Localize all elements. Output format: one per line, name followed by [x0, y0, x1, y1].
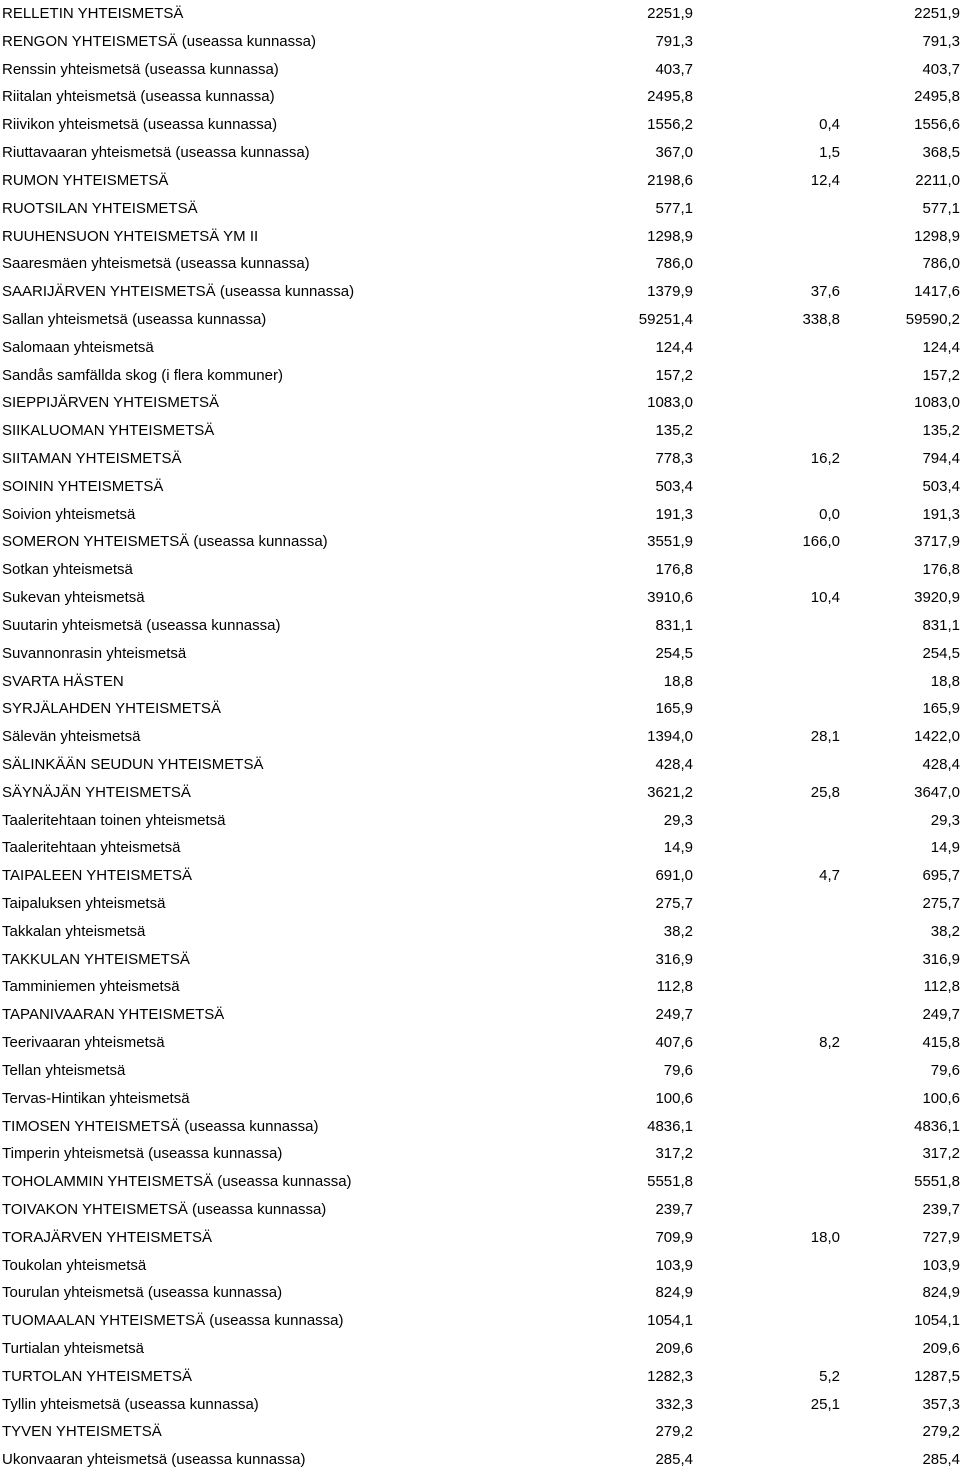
row-name: RELLETIN YHTEISMETSÄ: [2, 5, 184, 22]
row-value-total: 275,7: [922, 895, 960, 912]
table-row: [0, 1335, 960, 1363]
row-value-a: 332,3: [655, 1395, 693, 1413]
row-value-a: 124,4: [655, 338, 693, 356]
row-value-total: 14,9: [930, 839, 960, 857]
row-value-a: 428,4: [655, 755, 693, 773]
row-value-total: 191,3: [922, 505, 960, 523]
table-row: [0, 946, 960, 974]
row-value-total: 824,9: [922, 1284, 960, 1302]
row-value-b: 16,2: [810, 450, 840, 467]
table-row: [0, 473, 960, 501]
row-value-b: 0,0: [819, 505, 840, 523]
row-value-total: 577,1: [922, 199, 960, 217]
table-row: [0, 668, 960, 696]
table-row: [0, 1057, 960, 1085]
row-value-a: 403,7: [655, 60, 693, 78]
table-row: [0, 1252, 960, 1280]
row-name: Tyllin yhteismetsä (useassa kunnassa): [2, 1395, 259, 1413]
table-row: [0, 834, 960, 862]
table-row: [0, 417, 960, 445]
row-value-total: 403,7: [922, 60, 960, 78]
table-row: [0, 640, 960, 668]
row-value-a: 239,7: [655, 1200, 693, 1218]
row-value-a: 691,0: [655, 867, 693, 885]
row-value-total: 1298,9: [914, 227, 960, 245]
table-row: [0, 807, 960, 835]
table-row: [0, 556, 960, 584]
row-value-total: 1556,6: [914, 116, 960, 134]
row-value-total: 157,2: [922, 366, 960, 384]
row-value-total: 727,9: [922, 1228, 960, 1246]
row-name: RUUHENSUON YHTEISMETSÄ YM II: [2, 227, 259, 245]
row-value-a: 317,2: [655, 1145, 693, 1163]
row-value-total: 100,6: [922, 1089, 960, 1107]
row-name: Sallan yhteismetsä (useassa kunnassa): [2, 310, 267, 328]
row-name: SÄLINKÄÄN SEUDUN YHTEISMETSÄ: [2, 755, 264, 773]
row-value-a: 79,6: [663, 1061, 693, 1079]
row-value-a: 18,8: [663, 672, 693, 690]
row-value-total: 254,5: [922, 644, 960, 662]
row-value-total: 3920,9: [914, 589, 960, 607]
row-name: Timperin yhteismetsä (useassa kunnassa): [2, 1145, 283, 1163]
row-name: TYVEN YHTEISMETSÄ: [2, 1423, 162, 1441]
row-value-a: 103,9: [655, 1256, 693, 1274]
row-value-total: 791,3: [922, 32, 960, 50]
row-value-total: 59590,2: [905, 310, 960, 328]
row-value-total: 124,4: [922, 338, 960, 356]
row-value-total: 239,7: [922, 1200, 960, 1218]
row-name: TOHOLAMMIN YHTEISMETSÄ (useassa kunnassa): [2, 1173, 352, 1191]
row-value-total: 1054,1: [914, 1312, 960, 1330]
row-value-b: 4,7: [819, 867, 840, 885]
table-row: [0, 973, 960, 1001]
row-name: SOININ YHTEISMETSÄ: [2, 477, 164, 495]
row-name: SAARIJÄRVEN YHTEISMETSÄ (useassa kunnassa): [2, 283, 355, 301]
row-value-a: 191,3: [655, 505, 693, 523]
row-value-total: 38,2: [930, 922, 960, 940]
row-value-a: 824,9: [655, 1284, 693, 1302]
table-row: [0, 612, 960, 640]
row-value-a: 1083,0: [647, 394, 693, 412]
row-value-a: 157,2: [655, 366, 693, 384]
table-row: [0, 1113, 960, 1141]
table-row: [0, 223, 960, 251]
row-value-a: 1394,0: [647, 728, 693, 746]
row-value-a: 5551,8: [647, 1173, 693, 1191]
row-name: Sandås samfällda skog (i flera kommuner): [2, 366, 283, 384]
row-name: Taipaluksen yhteismetsä: [2, 895, 166, 912]
row-value-a: 1054,1: [647, 1312, 693, 1330]
row-value-a: 59251,4: [638, 310, 693, 328]
table-row: [0, 1001, 960, 1029]
row-value-b: 338,8: [802, 310, 840, 328]
table-row: [0, 723, 960, 751]
row-name: RUMON YHTEISMETSÄ: [2, 171, 169, 189]
row-name: Riivikon yhteismetsä (useassa kunnassa): [2, 116, 278, 134]
row-value-b: 8,2: [819, 1034, 840, 1052]
table-row: [0, 111, 960, 139]
row-name: Soivion yhteismetsä: [2, 505, 136, 523]
row-value-total: 18,8: [930, 672, 960, 690]
table-row: [0, 445, 960, 473]
row-value-a: 577,1: [655, 199, 693, 217]
row-value-a: 209,6: [655, 1340, 693, 1357]
row-value-a: 2251,9: [647, 5, 693, 22]
table-row: [0, 1391, 960, 1419]
table-row: [0, 1446, 960, 1474]
table-row: [0, 195, 960, 223]
row-name: TORAJÄRVEN YHTEISMETSÄ: [2, 1228, 213, 1246]
row-value-a: 367,0: [655, 144, 693, 162]
row-name: Suutarin yhteismetsä (useassa kunnassa): [2, 616, 281, 634]
row-value-total: 786,0: [922, 255, 960, 273]
row-name: Riuttavaaran yhteismetsä (useassa kunnassa): [2, 144, 310, 162]
row-name: Tervas-Hintikan yhteismetsä: [2, 1089, 190, 1107]
table-row: [0, 528, 960, 556]
row-value-total: 2251,9: [914, 5, 960, 22]
table-row: [0, 1279, 960, 1307]
row-value-a: 100,6: [655, 1089, 693, 1107]
row-value-total: 415,8: [922, 1034, 960, 1052]
table-row: [0, 779, 960, 807]
table-row: [0, 28, 960, 56]
row-value-total: 1287,5: [914, 1367, 960, 1385]
row-value-a: 112,8: [656, 978, 693, 996]
row-name: TAIPALEEN YHTEISMETSÄ: [2, 867, 193, 885]
row-name: SIITAMAN YHTEISMETSÄ: [2, 450, 182, 467]
row-name: RENGON YHTEISMETSÄ (useassa kunnassa): [2, 32, 316, 50]
row-name: Takkalan yhteismetsä: [2, 922, 146, 940]
row-value-total: 285,4: [922, 1451, 960, 1469]
row-value-a: 1282,3: [647, 1367, 693, 1385]
row-value-total: 112,8: [923, 978, 960, 996]
row-value-b: 1,5: [819, 144, 840, 162]
row-value-b: 12,4: [810, 171, 840, 189]
table-row: [0, 334, 960, 362]
row-value-b: 37,6: [810, 283, 840, 301]
row-name: Taaleritehtaan yhteismetsä: [2, 839, 181, 857]
row-value-a: 1556,2: [647, 116, 693, 134]
row-name: Tellan yhteismetsä: [2, 1061, 126, 1079]
table-row: [0, 695, 960, 723]
row-value-a: 279,2: [655, 1423, 693, 1441]
row-name: RUOTSILAN YHTEISMETSÄ: [2, 199, 198, 217]
row-value-a: 2495,8: [647, 88, 693, 106]
table-row: [0, 306, 960, 334]
row-value-total: 695,7: [922, 867, 960, 885]
row-name: SVARTA HÄSTEN: [2, 672, 124, 690]
row-name: SOMERON YHTEISMETSÄ (useassa kunnassa): [2, 533, 328, 551]
table-row: [0, 1307, 960, 1335]
row-name: Tamminiemen yhteismetsä: [2, 978, 180, 996]
row-value-a: 165,9: [655, 700, 693, 718]
row-value-a: 1298,9: [647, 227, 693, 245]
table-row: [0, 1418, 960, 1446]
row-value-total: 357,3: [922, 1395, 960, 1413]
row-value-b: 18,0: [810, 1228, 840, 1246]
row-value-total: 2211,0: [915, 171, 960, 189]
row-value-b: 28,1: [810, 728, 840, 746]
row-value-a: 176,8: [655, 561, 693, 579]
table-row: [0, 918, 960, 946]
row-name: Tourulan yhteismetsä (useassa kunnassa): [2, 1284, 283, 1302]
row-value-total: 103,9: [922, 1256, 960, 1274]
row-value-total: 165,9: [922, 700, 960, 718]
row-name: Riitalan yhteismetsä (useassa kunnassa): [2, 88, 275, 106]
table-row: [0, 1140, 960, 1168]
row-name: Salomaan yhteismetsä: [2, 338, 154, 356]
row-value-a: 2198,6: [647, 171, 693, 189]
row-value-total: 1422,0: [914, 728, 960, 746]
table-row: [0, 56, 960, 84]
row-name: Renssin yhteismetsä (useassa kunnassa): [2, 60, 279, 78]
row-value-total: 1417,6: [914, 283, 960, 301]
row-value-total: 209,6: [922, 1340, 960, 1357]
row-value-a: 38,2: [663, 922, 693, 940]
row-name: Suvannonrasin yhteismetsä: [2, 644, 187, 662]
row-name: Sälevän yhteismetsä: [2, 728, 141, 746]
table-row: [0, 890, 960, 918]
row-name: Turtialan yhteismetsä: [2, 1340, 145, 1357]
row-name: SYRJÄLAHDEN YHTEISMETSÄ: [2, 700, 221, 718]
table-row: [0, 83, 960, 111]
table-row: [0, 278, 960, 306]
row-name: Ukonvaaran yhteismetsä (useassa kunnassa): [2, 1451, 306, 1469]
row-value-a: 254,5: [655, 644, 693, 662]
row-value-total: 3647,0: [914, 783, 960, 801]
row-name: Taaleritehtaan toinen yhteismetsä: [2, 811, 226, 829]
row-name: TIMOSEN YHTEISMETSÄ (useassa kunnassa): [2, 1117, 319, 1135]
row-value-a: 249,7: [655, 1006, 693, 1024]
row-value-total: 368,5: [922, 144, 960, 162]
row-value-a: 316,9: [655, 950, 693, 968]
row-name: SÄYNÄJÄN YHTEISMETSÄ: [2, 783, 191, 801]
row-name: TUOMAALAN YHTEISMETSÄ (useassa kunnassa): [2, 1312, 344, 1330]
table-row: [0, 862, 960, 890]
row-value-a: 3551,9: [647, 533, 693, 551]
table-row: [0, 1196, 960, 1224]
row-value-a: 709,9: [655, 1228, 693, 1246]
table-row: [0, 584, 960, 612]
row-value-total: 279,2: [922, 1423, 960, 1441]
row-value-a: 3621,2: [647, 783, 693, 801]
row-value-b: 25,8: [810, 783, 840, 801]
row-value-b: 10,4: [810, 589, 840, 607]
table-row: [0, 389, 960, 417]
row-value-a: 135,2: [655, 422, 693, 440]
row-value-a: 4836,1: [647, 1117, 693, 1135]
row-value-total: 135,2: [922, 422, 960, 440]
table-row: [0, 1085, 960, 1113]
table-row: [0, 167, 960, 195]
table-row: [0, 250, 960, 278]
row-value-a: 285,4: [655, 1451, 693, 1469]
row-name: Teerivaaran yhteismetsä: [2, 1034, 165, 1052]
table-row: [0, 1168, 960, 1196]
row-name: TAPANIVAARAN YHTEISMETSÄ: [2, 1006, 225, 1024]
row-name: Toukolan yhteismetsä: [2, 1256, 147, 1274]
row-value-a: 791,3: [655, 32, 693, 50]
table-row: [0, 1029, 960, 1057]
table-row: [0, 501, 960, 529]
table-row: [0, 139, 960, 167]
row-value-total: 503,4: [922, 477, 960, 495]
row-value-a: 3910,6: [647, 589, 693, 607]
row-value-total: 3717,9: [914, 533, 960, 551]
row-value-total: 79,6: [930, 1061, 960, 1079]
row-value-a: 786,0: [655, 255, 693, 273]
row-name: Sukevan yhteismetsä: [2, 589, 145, 607]
row-value-b: 0,4: [819, 116, 840, 134]
row-value-total: 29,3: [930, 811, 960, 829]
row-value-total: 5551,8: [914, 1173, 960, 1191]
row-value-total: 794,4: [922, 450, 960, 467]
table-row: [0, 362, 960, 390]
row-value-a: 14,9: [663, 839, 693, 857]
table-row: [0, 1224, 960, 1252]
row-name: TAKKULAN YHTEISMETSÄ: [2, 950, 190, 968]
row-value-a: 778,3: [655, 450, 693, 467]
row-value-a: 407,6: [655, 1034, 693, 1052]
row-value-total: 2495,8: [914, 88, 960, 106]
row-value-b: 25,1: [810, 1395, 840, 1413]
row-value-total: 316,9: [922, 950, 960, 968]
row-name: SIIKALUOMAN YHTEISMETSÄ: [2, 422, 215, 440]
row-name: TURTOLAN YHTEISMETSÄ: [2, 1367, 193, 1385]
row-name: Saaresmäen yhteismetsä (useassa kunnassa): [2, 255, 310, 273]
row-value-total: 4836,1: [914, 1117, 960, 1135]
row-value-total: 176,8: [922, 561, 960, 579]
table-row: [0, 1363, 960, 1391]
row-value-a: 275,7: [655, 895, 693, 912]
row-value-a: 1379,9: [647, 283, 693, 301]
table-row: [0, 751, 960, 779]
row-value-a: 29,3: [663, 811, 693, 829]
row-value-total: 428,4: [922, 755, 960, 773]
row-value-total: 831,1: [922, 616, 960, 634]
row-value-a: 503,4: [655, 477, 693, 495]
row-value-total: 249,7: [922, 1006, 960, 1024]
row-value-b: 166,0: [802, 533, 840, 551]
row-value-total: 317,2: [922, 1145, 960, 1163]
row-name: Sotkan yhteismetsä: [2, 561, 133, 579]
row-value-total: 1083,0: [914, 394, 960, 412]
row-name: TOIVAKON YHTEISMETSÄ (useassa kunnassa): [2, 1200, 327, 1218]
row-value-a: 831,1: [655, 616, 693, 634]
row-name: SIEPPIJÄRVEN YHTEISMETSÄ: [2, 394, 220, 412]
table-row: [0, 0, 960, 28]
row-value-b: 5,2: [819, 1367, 840, 1385]
